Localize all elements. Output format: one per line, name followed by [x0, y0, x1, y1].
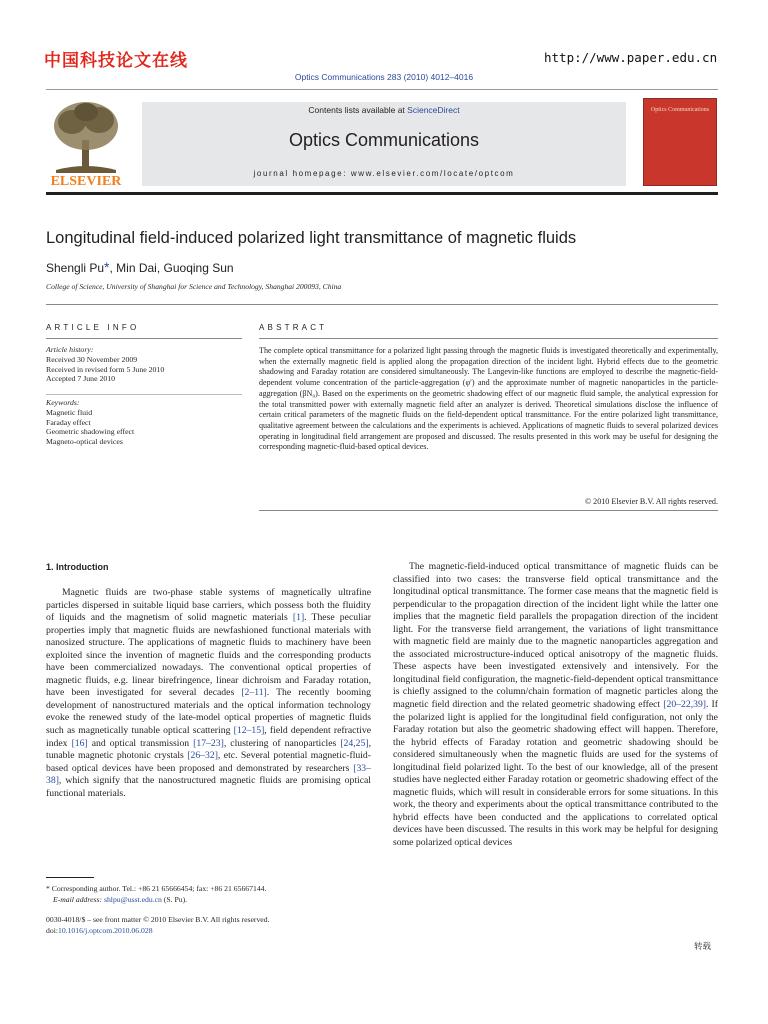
article-history	[46, 345, 164, 384]
reference-link[interactable]: [24,25]	[340, 737, 369, 749]
reference-link[interactable]: [33–38]	[46, 762, 371, 787]
issn-line: 0030-4018/$ – see front matter © 2010 Elsevier B.V. All rights reserved.	[46, 915, 270, 924]
section-heading-introduction: 1. Introduction	[46, 562, 109, 572]
header-thick-rule	[46, 192, 718, 195]
reference-link[interactable]: [12–15]	[233, 725, 265, 737]
text-run: . If the polarized light is applied for the longitudinal field configuration, not only the Faraday rotation but also the geometric shadowing effect will happen. Therefore, the hybrid effects of Faraday rotation and geometric shadowing should be considered simultaneously when the magnetic fluids are used for the systems of longitudinal field polarized light. To the best of our knowledge, all of the present studies have neglected either Faraday rotation or geometric shadowing effect of the magnetic fluids, which will result in considerable errors for some situations. In this work, the theory and experiments about the optical transmittance contributed to the hybrid effects have been conducted and the applications to correlated optical devices have been discussed. The results in this work may be helpful for designing some polarized optical devices	[393, 699, 718, 849]
email-label: E-mail address:	[53, 895, 104, 904]
corresponding-author-mark[interactable]: *	[104, 259, 110, 275]
paper-title: Longitudinal field-induced polarized light transmittance of magnetic fluids	[46, 229, 577, 247]
abstract-heading: ABSTRACT	[259, 323, 328, 332]
reference-link[interactable]: [26–32]	[187, 750, 218, 762]
keywords-rule	[46, 394, 242, 395]
contents-line	[142, 105, 626, 115]
article-info-rule	[46, 338, 242, 339]
text-run: . The recently booming development of nanostructured materials and the optical information technology evoke the renewed study of the late-model optical properties of magnetic fluids such as magnetically tunable optical scattering	[46, 687, 371, 737]
text-run: , field dependent refractive index	[46, 725, 371, 749]
elsevier-logo	[44, 98, 128, 188]
keyword-item: Faraday effect	[46, 417, 91, 427]
keyword-item: Magneto-optical devices	[46, 437, 123, 447]
text-run: , etc. Several potential magnetic-fluid-based optical devices have been proposed and demonstrated by researchers	[46, 750, 371, 774]
reference-link[interactable]: [20–22,39]	[663, 699, 707, 711]
homepage-prefix: journal homepage:	[253, 169, 351, 178]
doi-link[interactable]: 10.1016/j.optcom.2010.06.028	[57, 926, 153, 935]
text-run: Magnetic fluids are two-phase stable systems of magnetically ultrafine particles dispersed in suitable liquid base carriers, which possess both the fluidity of liquids and the magnetism of solid magnetic materials	[46, 587, 371, 624]
top-rule	[46, 89, 718, 90]
site-logo: 中国科技论文在线	[44, 51, 188, 71]
elsevier-wordmark: ELSEVIER	[50, 174, 122, 188]
reference-link[interactable]: [17–23]	[193, 737, 224, 749]
journal-name: Optics Communications	[288, 130, 480, 150]
revised-date: Received in revised form 5 June 2010	[46, 364, 165, 374]
elsevier-tree-icon	[44, 98, 128, 188]
text-run: , clustering of nanoparticles	[223, 737, 341, 749]
reference-link[interactable]: [1]	[292, 612, 305, 624]
footnote-email-line	[46, 894, 266, 905]
text-run: , which signify that the nanostructured magnetic fluids are promising optical functional materials.	[46, 775, 371, 799]
cover-title: Optics Communications	[650, 107, 710, 113]
keywords-label: Keywords:	[46, 398, 80, 407]
front-matter	[46, 914, 269, 936]
keywords-block	[46, 398, 134, 447]
text-run: . These peculiar properties imply that magnetic fluids are newfashioned functional materials with nanosized structure. The applications of magnetic fluids to machinery have been exploited since the invention of magnetic fluids and the corresponding products have been commercialized nowadays. The conventional optical properties of magnetic fluids, e.g. linear birefringence, linear dichroism and Faraday rotation, have been investigated for several decades	[46, 612, 372, 699]
intro-paragraph-2	[393, 561, 718, 850]
site-url[interactable]: http://www.paper.edu.cn	[544, 50, 718, 65]
email-suffix: (S. Pu).	[161, 895, 188, 904]
journal-homepage	[142, 169, 626, 178]
received-date: Received 30 November 2009	[46, 354, 138, 364]
abstract-copyright: © 2010 Elsevier B.V. All rights reserved.	[584, 497, 718, 506]
journal-citation[interactable]: Optics Communications 283 (2010) 4012–4016	[294, 72, 474, 82]
journal-cover-image	[643, 98, 717, 186]
abstract-text: The complete optical transmittance for a polarized light passing through the magnetic fluids is investigated theoretically and experimentally, when the externally magnetic field is applied along the propagation direction of the incident light. Hybrid effects due to the geometric shadowing and Faraday rotation are considered simultaneously. The Langevin-like functions are employed to describe the magnetic-field-dependent volume concentration of the particle-aggregation (φ′) and the approximate number of magnetic nanoparticles in the particle-aggregation (βN₀). Based on the experiments on the geometric shadowing effect of our magnetic fluid sample, the analytical expression for the total transmitted power with externally magnetic field after an analyzer is derived. Theoretical simulations disclose the influence of certain critical parameters of the magnetic fluids on the field-dependent optical transmittance. For the entire polarized light transmittance, qualitative agreement between the calculations and the experiments is achieved. Applications of magnetic fluids to several polarized devices operating in longitudinal field arrangement are proposed and discussed. The results presented in this work may be useful for designing the corresponding magnetic-fluid-based optical devices.	[259, 346, 718, 452]
text-run: , tunable magnetic photonic crystals	[46, 737, 371, 762]
homepage-url[interactable]: www.elsevier.com/locate/optcom	[350, 169, 515, 178]
accepted-date: Accepted 7 June 2010	[46, 374, 116, 384]
keyword-item: Geometric shadowing effect	[46, 427, 135, 437]
text-run: The magnetic-field-induced optical transmittance of magnetic fluids can be classified into two cases: the transverse field optical transmittance and the longitudinal optical transmittance. The former case means that the magnetic field is perpendicular to the propagation direction of the incident light while the latter one implies that the magnetic field parallels the propagation direction of the incident light. For the transverse field arrangement, the variations of light transmittance with magnetic field are mainly due to the magnetic nanoparticles aggregation and the associated microstructure-induced optical anisotropy of the magnetic fluids. These aspects have been investigated extensively and intensively. For the longitudinal field configuration, the magnetic-field-dependent optical transmittance is chiefly assigned to the column/chain formation of magnetic particles along the magnetic field direction and the related geometric shadowing effect	[393, 561, 718, 711]
affiliation: College of Science, University of Shanghai for Science and Technology, Shanghai 200093, China	[46, 282, 342, 291]
coauthors: , Min Dai, Guoqing Sun	[109, 261, 234, 275]
doi-line	[46, 925, 269, 936]
article-info-heading: ARTICLE INFO	[46, 323, 140, 332]
footnote-mark: *	[46, 884, 50, 893]
doi-label: doi:	[46, 926, 58, 935]
author-line	[46, 259, 234, 275]
author-name: Shengli Pu	[46, 261, 105, 275]
corresponding-author-footnote	[46, 883, 266, 905]
footnote-contact: Corresponding author. Tel.: +86 21 65666454; fax: +86 21 65667144.	[49, 884, 267, 893]
text-run: and optical transmission	[87, 737, 194, 749]
footnote-rule	[46, 877, 94, 878]
sciencedirect-link[interactable]: ScienceDirect	[407, 105, 460, 115]
reference-link[interactable]: [16]	[71, 737, 88, 749]
repost-label: 转载	[694, 942, 712, 952]
abstract-end-rule	[259, 510, 718, 511]
intro-paragraph-1	[46, 587, 371, 800]
footnote-contact-line	[46, 883, 266, 894]
email-link[interactable]: shlpu@usst.edu.cn	[103, 895, 162, 904]
reference-link[interactable]: [2–11]	[241, 687, 267, 699]
contents-prefix: Contents lists available at	[308, 105, 408, 115]
abstract-rule	[259, 338, 718, 339]
history-label: Article history:	[46, 345, 94, 354]
keyword-item: Magnetic fluid	[46, 407, 93, 417]
affiliation-rule	[46, 304, 718, 305]
